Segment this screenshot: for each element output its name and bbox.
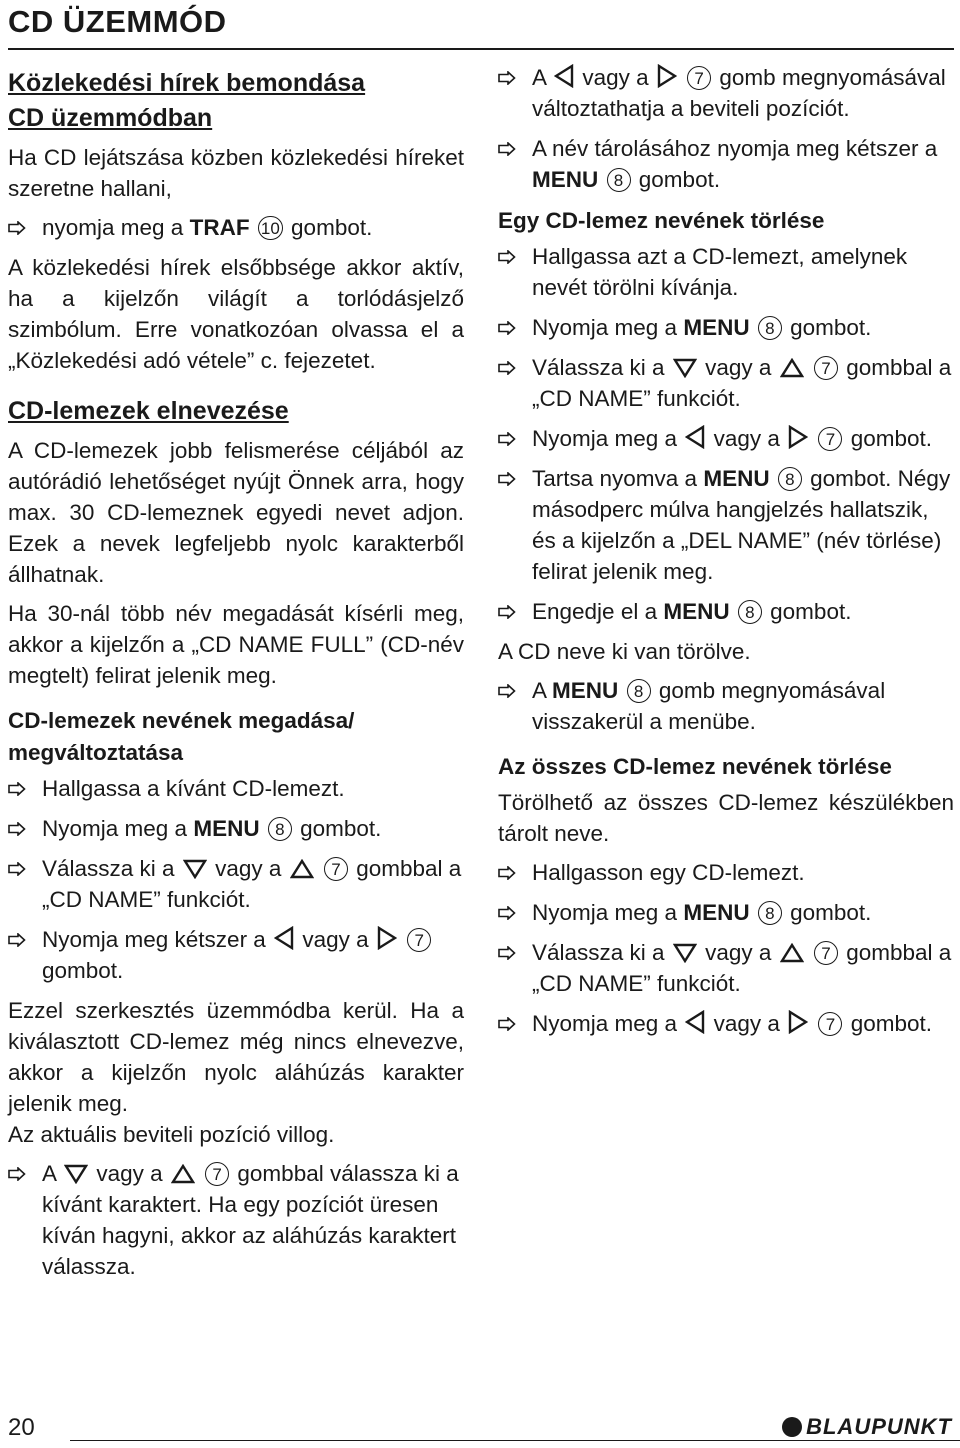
arrow-icon xyxy=(498,71,516,85)
page-title: CD ÜZEMMÓD xyxy=(8,4,227,39)
arrow-icon xyxy=(8,782,26,796)
arrow-icon xyxy=(498,472,516,486)
triangle-right-icon xyxy=(788,425,808,449)
triangle-left-icon xyxy=(274,926,294,950)
step-item: Hallgassa azt a CD-lemezt, amelynek nevét törölni kívánja. xyxy=(498,241,954,303)
step-item: Válassza ki a vagy a 7 gombbal a „CD NAME” funkciót. xyxy=(8,853,464,915)
traf-key-label: TRAF xyxy=(189,215,250,240)
step-item: Nyomja meg a MENU 8 gombot. xyxy=(498,897,954,928)
step-item: Tartsa nyomva a MENU 8 gombot. Négy másodperc múlva hangjelzés hallatszik, és a kijelzőn a „DEL NAME” (név törlése) felirat jelenik meg. xyxy=(498,463,954,587)
title-rule xyxy=(8,48,954,50)
step-item: A név tárolásához nyomja meg kétszer a MENU 8 gombot. xyxy=(498,133,954,195)
triangle-up-icon xyxy=(290,859,314,879)
arrow-icon xyxy=(8,221,26,235)
menu-key-label: MENU xyxy=(193,816,260,841)
step-item: Nyomja meg a MENU 8 gombot. xyxy=(498,312,954,343)
triangle-down-icon xyxy=(673,358,697,378)
step-item: Nyomja meg a vagy a 7 gombot. xyxy=(498,1008,954,1039)
step-item: A vagy a 7 gomb megnyomásával változtathatja a beviteli pozíciót. xyxy=(498,62,954,124)
step-item: Nyomja meg a vagy a 7 gombot. xyxy=(498,423,954,454)
triangle-right-icon xyxy=(788,1010,808,1034)
arrow-icon xyxy=(498,605,516,619)
step-item: Hallgasson egy CD-lemezt. xyxy=(498,857,954,888)
key-number-badge: 8 xyxy=(778,467,802,491)
triangle-up-icon xyxy=(171,1164,195,1184)
menu-key-label: MENU xyxy=(683,315,750,340)
arrow-icon xyxy=(498,906,516,920)
section-heading-traffic: Közlekedési hírek bemondása CD üzemmódban xyxy=(8,69,366,132)
step-item: Nyomja meg a MENU 8 gombot. xyxy=(8,813,464,844)
arrow-icon xyxy=(498,866,516,880)
arrow-icon xyxy=(498,250,516,264)
arrow-icon xyxy=(498,946,516,960)
arrow-icon xyxy=(8,933,26,947)
section-heading-name-entry: CD-lemezek nevének megadása/ megváltoztatása xyxy=(8,708,355,765)
step-item: nyomja meg a TRAF 10 gombot. xyxy=(8,212,464,243)
key-number-badge: 8 xyxy=(268,817,292,841)
key-number-badge: 7 xyxy=(687,66,711,90)
paragraph: A közlekedési hírek elsőbbsége akkor aktív, ha a kijelzőn világít a torlódásjelző szimbólum. Erre vonatkozóan olvassa el a „Közlekedési adó vétele” c. fejezetet. xyxy=(8,255,464,373)
arrow-icon xyxy=(498,432,516,446)
step-item: A vagy a 7 gombbal válassza ki a kívánt karaktert. Ha egy pozíciót üresen kíván hagyni, akkor az aláhúzás karaktert válassza. xyxy=(8,1158,464,1282)
key-number-badge: 7 xyxy=(814,941,838,965)
right-column xyxy=(498,62,954,1048)
paragraph: Ha 30-nál több név megadását kísérli meg, akkor a kijelzőn a „CD NAME FULL” (CD-név megtelt) felirat jelenik meg. xyxy=(8,601,464,688)
arrow-icon xyxy=(8,1167,26,1181)
step-item: Hallgassa a kívánt CD-lemezt. xyxy=(8,773,464,804)
key-number-badge: 8 xyxy=(758,901,782,925)
paragraph: Ha CD lejátszása közben közlekedési híreket szeretne hallani, xyxy=(8,145,464,201)
brand-logo xyxy=(782,1414,952,1440)
arrow-icon xyxy=(498,361,516,375)
menu-key-label: MENU xyxy=(552,678,619,703)
key-number-badge: 7 xyxy=(818,427,842,451)
triangle-right-icon xyxy=(377,926,397,950)
section-heading-delete-one: Egy CD-lemez nevének törlése xyxy=(498,208,825,233)
step-item: Válassza ki a vagy a 7 gombbal a „CD NAME” funkciót. xyxy=(498,937,954,999)
paragraph: Törölhető az összes CD-lemez készülékben tárolt neve. xyxy=(498,790,954,846)
arrow-icon xyxy=(498,1017,516,1031)
triangle-up-icon xyxy=(780,358,804,378)
step-item: Válassza ki a vagy a 7 gombbal a „CD NAME” funkciót. xyxy=(498,352,954,414)
paragraph: A CD neve ki van törölve. xyxy=(498,639,751,664)
menu-key-label: MENU xyxy=(683,900,750,925)
paragraph: Az aktuális beviteli pozíció villog. xyxy=(8,1122,335,1147)
page-number: 20 xyxy=(8,1414,35,1441)
key-number-badge: 8 xyxy=(738,600,762,624)
arrow-icon xyxy=(498,142,516,156)
arrow-icon xyxy=(498,321,516,335)
left-column xyxy=(8,62,464,1291)
paragraph: A CD-lemezek jobb felismerése céljából az autórádió lehetőséget nyújt Önnek arra, hogy max. 30 CD-lemeznek egyedi nevet adjon. Ezek a nevek legfeljebb nyolc karakterből állhatnak. xyxy=(8,438,464,587)
triangle-left-icon xyxy=(685,425,705,449)
step-item: Nyomja meg kétszer a vagy a 7 gombot. xyxy=(8,924,464,986)
triangle-down-icon xyxy=(183,859,207,879)
triangle-left-icon xyxy=(554,64,574,88)
menu-key-label: MENU xyxy=(532,167,599,192)
section-heading-cd-naming: CD-lemezek elnevezése xyxy=(8,397,289,425)
arrow-icon xyxy=(8,822,26,836)
triangle-right-icon xyxy=(657,64,677,88)
arrow-icon xyxy=(8,862,26,876)
footer-rule xyxy=(70,1440,960,1441)
section-heading-delete-all: Az összes CD-lemez nevének törlése xyxy=(498,754,892,779)
key-number-badge: 8 xyxy=(607,168,631,192)
key-number-badge: 7 xyxy=(814,356,838,380)
key-number-badge: 8 xyxy=(758,316,782,340)
key-number-badge: 7 xyxy=(818,1012,842,1036)
key-number-badge: 10 xyxy=(258,216,283,240)
menu-key-label: MENU xyxy=(703,466,770,491)
triangle-up-icon xyxy=(780,943,804,963)
key-number-badge: 7 xyxy=(205,1162,229,1186)
brand-name: BLAUPUNKT xyxy=(806,1414,952,1439)
step-item: A MENU 8 gomb megnyomásával visszakerül a menübe. xyxy=(498,675,954,737)
paragraph: Ezzel szerkesztés üzemmódba kerül. Ha a kiválasztott CD-lemez még nincs elnevezve, akkor a kijelzőn nyolc aláhúzás karakter jelenik meg. xyxy=(8,998,464,1116)
key-number-badge: 7 xyxy=(324,857,348,881)
triangle-down-icon xyxy=(64,1164,88,1184)
brand-dot-icon xyxy=(782,1417,802,1437)
key-number-badge: 8 xyxy=(627,679,651,703)
arrow-icon xyxy=(498,684,516,698)
key-number-badge: 7 xyxy=(407,928,431,952)
triangle-down-icon xyxy=(673,943,697,963)
menu-key-label: MENU xyxy=(663,599,730,624)
triangle-left-icon xyxy=(685,1010,705,1034)
step-item: Engedje el a MENU 8 gombot. xyxy=(498,596,954,627)
